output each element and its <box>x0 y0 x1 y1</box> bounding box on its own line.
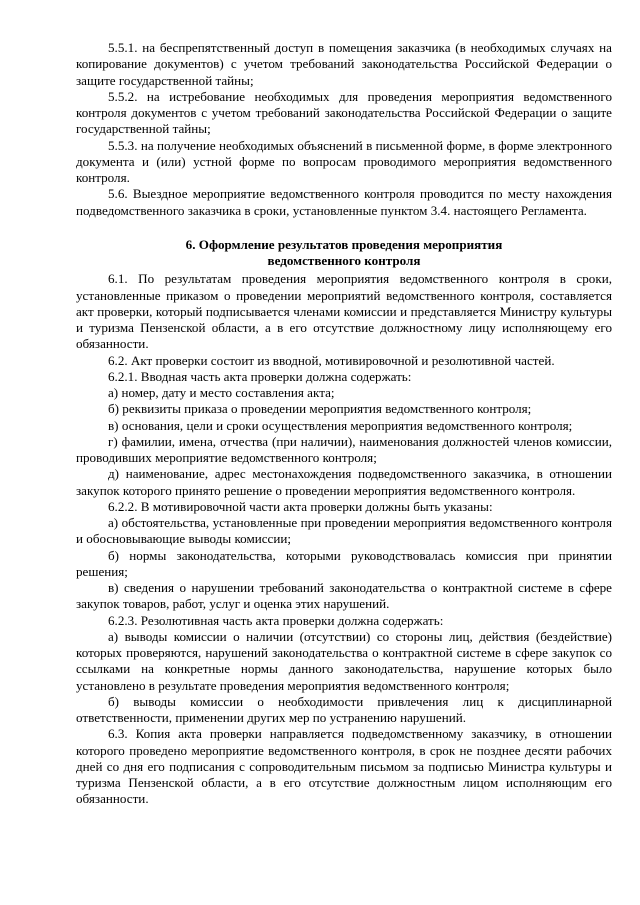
paragraph-5-5-1: 5.5.1. на беспрепятственный доступ в помещения заказчика (в необходимых случаях на копирование документов) с учетом требований законодательства Российской Федерации о защите государственной тайны; <box>76 40 612 88</box>
list-item-6-2-1-g: г) фамилии, имена, отчества (при наличии), наименования должностей членов комиссии, проводивших мероприятие ведомственного контроля; <box>76 433 612 465</box>
paragraph-6-2: 6.2. Акт проверки состоит из вводной, мотивировочной и резолютивной частей. <box>108 352 555 368</box>
section-heading-line-1: 6. Оформление результатов проведения мероприятия <box>185 236 503 252</box>
paragraph-6-2-3: 6.2.3. Резолютивная часть акта проверки должна содержать: <box>108 612 444 628</box>
paragraph-5-5-3: 5.5.3. на получение необходимых объяснений в письменной форме, в форме электронного документа и (или) устной форме по вопросам проводимого мероприятия ведомственного контроля. <box>76 137 612 185</box>
section-gap <box>76 219 612 237</box>
list-item-6-2-3-a: а) выводы комиссии о наличии (отсутствии) со стороны лиц, действия (бездействие) которых проверяются, нарушений законодательства о контрактной системе в сфере закупок со ссылками на конкретные нормы данного законодательства, нарушение которых было установлено в результате проведения мероприятия ведомственного контроля; <box>76 628 612 693</box>
list-item-6-2-2-v: в) сведения о нарушении требований законодательства о контрактной системе в сфере закупок товаров, работ, услуг и оценка этих нарушений. <box>76 580 612 612</box>
list-item-6-2-1-d: д) наименование, адрес местонахождения подведомственного заказчика, в отношении закупок которого принято решение о проведении мероприятия ведомственного контроля. <box>76 466 612 498</box>
list-item-6-2-3-b: б) выводы комиссии о необходимости привлечения лиц к дисциплинарной ответственности, применении других мер по устранению нарушений. <box>76 693 612 725</box>
list-item-6-2-2-a: а) обстоятельства, установленные при проведении мероприятия ведомственного контроля и обосновывающие выводы комиссии; <box>76 515 612 547</box>
list-item-6-2-1-a: а) номер, дату и место составления акта; <box>108 385 335 400</box>
paragraph-6-2-1: 6.2.1. Вводная часть акта проверки должна содержать: <box>108 368 412 384</box>
paragraph-6-3: 6.3. Копия акта проверки направляется подведомственному заказчику, в отношении которого проведено мероприятие ведомственного контроля, в срок не позднее десяти рабочих дней со дня его подписания с сопроводительным письмом за подписью Министра культуры и туризма Пензенской области, а в его отсутствие должностным лицом исполняющим его обязанности. <box>76 726 612 807</box>
paragraph-5-6: 5.6. Выездное мероприятие ведомственного контроля проводится по месту нахождения подведомственного заказчика в сроки, установленные пунктом 3.4. настоящего Регламента. <box>76 186 612 218</box>
list-item-6-2-2-b: б) нормы законодательства, которыми руководствовалась комиссия при принятии решения; <box>76 547 612 579</box>
section-heading-line-2: ведомственного контроля <box>267 253 421 268</box>
paragraph-6-2-2: 6.2.2. В мотивировочной части акта проверки должны быть указаны: <box>108 498 493 514</box>
list-item-6-2-1-v: в) основания, цели и сроки осуществления мероприятия ведомственного контроля; <box>108 417 573 433</box>
paragraph-5-5-2: 5.5.2. на истребование необходимых для проведения мероприятия ведомственного контроля документов с учетом требований законодательства Российской Федерации о защите государственной тайны; <box>76 88 612 137</box>
list-item-6-2-1-b: б) реквизиты приказа о проведении мероприятия ведомственного контроля; <box>108 401 532 417</box>
section-heading <box>76 237 612 270</box>
document-page <box>76 40 612 808</box>
paragraph-6-1: 6.1. По результатам проведения мероприятия ведомственного контроля в сроки, установленные приказом о проведении мероприятий ведомственного контроля, составляется акт проверки, который подписывается членами комиссии и представляется Министру культуры и туризма Пензенской области, а в его отсутствие должностному лицу исполняющему его обязанности. <box>76 271 612 352</box>
